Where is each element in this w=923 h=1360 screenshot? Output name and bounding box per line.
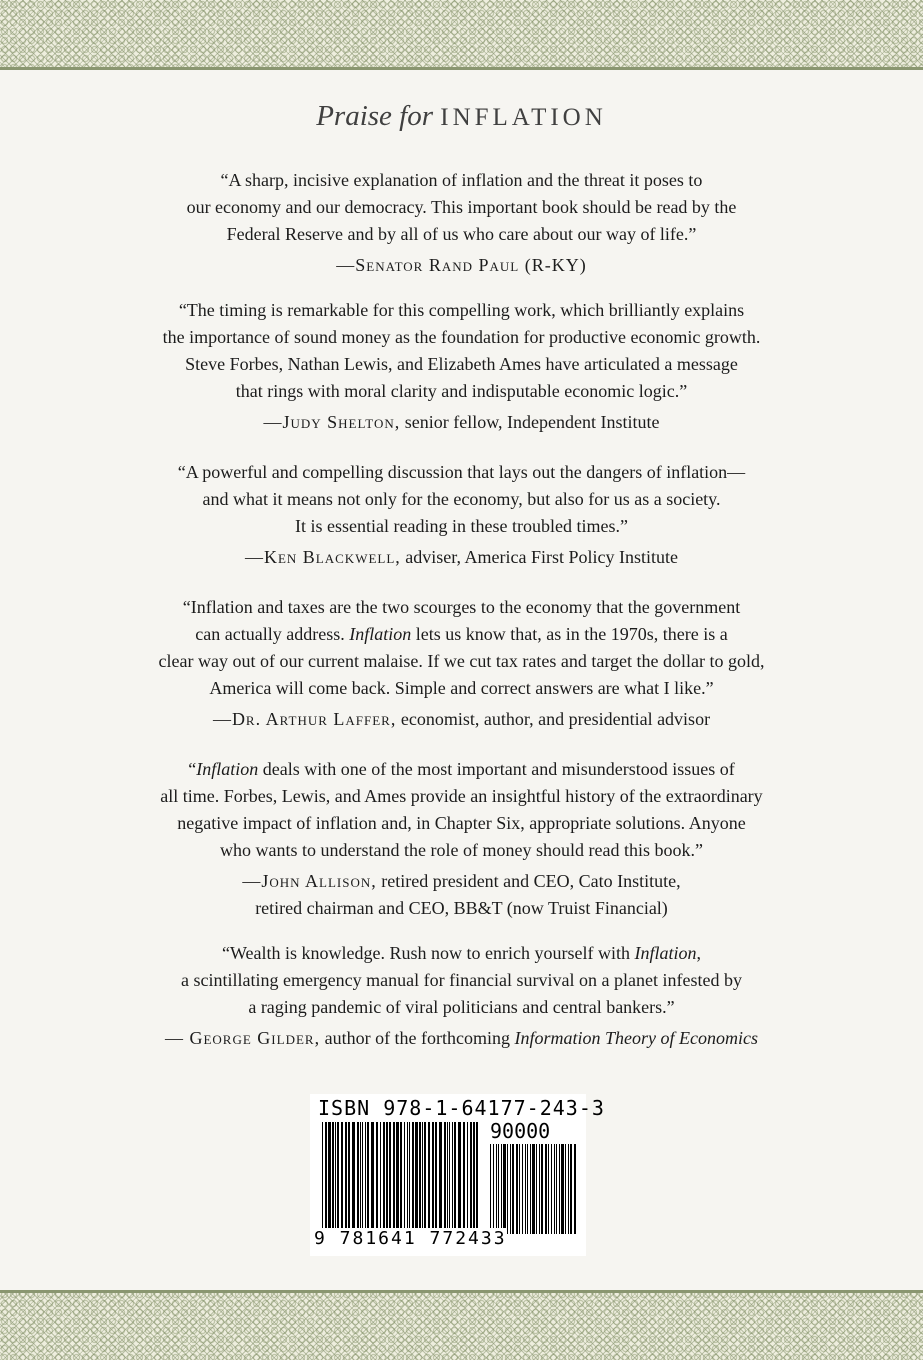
price-code: 90000: [490, 1119, 551, 1143]
quote-line: “A powerful and compelling discussion that lays out the dangers of inflation—: [177, 462, 746, 482]
quote-line: our economy and our democracy. This important book should be read by the: [186, 197, 737, 217]
barcode-bar: [371, 1122, 374, 1234]
barcode-bar: [510, 1144, 511, 1234]
quote-line: can actually address. Inflation lets us know that, as in the 1970s, there is a: [195, 624, 728, 644]
quote-line: a raging pandemic of viral politicians and central bankers.”: [248, 997, 675, 1017]
barcode-bar: [409, 1122, 410, 1234]
quote-line: “Inflation deals with one of the most important and misunderstood issues of: [188, 759, 735, 779]
quote-line: It is essential reading in these troubled times.”: [295, 516, 628, 536]
barcode-bar: [424, 1122, 426, 1234]
barcode-bar: [328, 1122, 331, 1234]
barcode-bar: [365, 1122, 366, 1234]
barcode-bar: [432, 1122, 434, 1234]
quote-john-allison: [0, 756, 923, 922]
quote-line: a scintillating emergency manual for financial survival on a planet infested by: [181, 970, 742, 990]
quote-george-gilder: [0, 940, 923, 1052]
barcode-bar: [545, 1144, 547, 1234]
barcode-bar: [507, 1144, 508, 1234]
barcode-main-bars: [322, 1122, 482, 1234]
barcode-bar: [407, 1122, 408, 1234]
barcode-bar: [548, 1144, 549, 1234]
barcode-bar: [519, 1144, 520, 1234]
barcode-bar: [348, 1122, 350, 1234]
barcode-bar: [556, 1144, 557, 1234]
barcode-bar: [435, 1122, 437, 1234]
barcode-bar: [512, 1144, 514, 1234]
quote-attribution: —Dr. Arthur Laffer, economist, author, and presidential advisor: [212, 709, 711, 729]
quote-attribution: —Judy Shelton, senior fellow, Independent Institute: [263, 412, 660, 432]
quote-line: “A sharp, incisive explanation of inflation and the threat it poses to: [220, 170, 703, 190]
barcode-bar: [376, 1122, 378, 1234]
barcode-bar: [525, 1144, 526, 1234]
barcode-bar: [452, 1122, 453, 1234]
quote-line: who wants to understand the role of money should read this book.”: [220, 840, 703, 860]
quote-line: and what it means not only for the economy, but also for us as a society.: [202, 489, 721, 509]
barcode-bar: [458, 1122, 461, 1234]
barcode-bar: [565, 1144, 566, 1234]
barcode-bar: [496, 1144, 497, 1234]
barcode-bar: [396, 1122, 399, 1234]
isbn-number: ISBN 978-1-64177-243-3: [318, 1096, 605, 1120]
barcode-bar: [419, 1122, 421, 1234]
barcode-bar: [536, 1144, 537, 1234]
quote-line: all time. Forbes, Lewis, and Ames provide an insightful history of the extraordinary: [160, 786, 763, 806]
quote-line: Federal Reserve and by all of us who care about our way of life.”: [226, 224, 697, 244]
quote-attribution: —Senator Rand Paul (R-KY): [336, 255, 587, 275]
barcode-bar: [386, 1122, 388, 1234]
quote-line: “Inflation and taxes are the two scourges to the economy that the government: [182, 597, 741, 617]
barcode-bar: [345, 1122, 347, 1234]
barcode-bar: [412, 1122, 414, 1234]
quote-line: the importance of sound money as the foundation for productive economic growth.: [162, 327, 761, 347]
barcode-addon-bars: [490, 1144, 578, 1234]
barcode-bar: [367, 1122, 369, 1234]
quote-line: Steve Forbes, Nathan Lewis, and Elizabeth Ames have articulated a message: [185, 354, 738, 374]
barcode-bar: [473, 1122, 475, 1234]
decorative-border-top: [0, 0, 923, 70]
barcode-bar: [439, 1122, 442, 1234]
barcode-bar: [389, 1122, 391, 1234]
quote-line: “The timing is remarkable for this compelling work, which brilliantly explains: [178, 300, 745, 320]
quote-attribution: —Ken Blackwell, adviser, America First Policy Institute: [244, 547, 679, 567]
barcode-bar: [498, 1144, 499, 1234]
barcode-bar: [551, 1144, 552, 1234]
quote-arthur-laffer: [0, 594, 923, 733]
barcode-bar: [527, 1144, 528, 1234]
barcode-bar: [447, 1122, 448, 1234]
book-title: INFLATION: [440, 104, 607, 131]
barcode-bar: [541, 1144, 543, 1234]
barcode-bar: [325, 1122, 327, 1234]
quote-line: negative impact of inflation and, in Chapter Six, appropriate solutions. Anyone: [177, 813, 746, 833]
barcode-bar: [530, 1144, 531, 1234]
barcode-bar: [467, 1122, 468, 1234]
barcode-bar: [380, 1122, 381, 1234]
barcode-bar: [522, 1144, 523, 1234]
barcode-bar: [383, 1122, 385, 1234]
barcode-bar: [362, 1122, 363, 1234]
barcode-bar: [503, 1144, 506, 1234]
quote-line: that rings with moral clarity and indisputable economic logic.”: [235, 381, 688, 401]
barcode-bar: [322, 1122, 323, 1234]
barcode-bar: [415, 1122, 418, 1234]
barcode-bar: [539, 1144, 540, 1234]
barcode-bar: [532, 1144, 535, 1234]
barcode-bar: [570, 1144, 572, 1234]
barcode-bar: [554, 1144, 555, 1234]
barcode-bar: [335, 1122, 336, 1234]
barcode-bar: [393, 1122, 395, 1234]
barcode-bar: [516, 1144, 518, 1234]
quote-attribution-line2: retired chairman and CEO, BB&T (now Truist Financial): [255, 898, 668, 918]
barcode-bar: [360, 1122, 361, 1234]
quote-judy-shelton: [0, 297, 923, 436]
barcode-bar: [337, 1122, 339, 1234]
quote-ken-blackwell: [0, 459, 923, 571]
quote-attribution: —John Allison, retired president and CEO, Cato Institute,: [242, 871, 681, 891]
barcode-bar: [404, 1122, 405, 1234]
barcode-bar: [454, 1122, 456, 1234]
quote-line: “Wealth is knowledge. Rush now to enrich yourself with Inflation,: [222, 943, 701, 963]
quote-rand-paul: [0, 167, 923, 279]
barcode-bar: [568, 1144, 569, 1234]
barcode-bar: [561, 1144, 564, 1234]
quote-line: America will come back. Simple and correct answers are what I like.”: [209, 678, 714, 698]
barcode-bar: [490, 1144, 491, 1234]
barcode-bar: [463, 1122, 465, 1234]
page-title: [0, 100, 923, 133]
barcode-bar: [428, 1122, 430, 1234]
barcode-bar: [493, 1144, 494, 1234]
barcode-bar: [470, 1122, 472, 1234]
barcode-bar: [422, 1122, 423, 1234]
barcode-bar: [332, 1122, 334, 1234]
barcode-bar: [559, 1144, 560, 1234]
barcode-bar: [352, 1122, 355, 1234]
praise-label: Praise for: [316, 100, 433, 132]
barcode-bar: [341, 1122, 343, 1234]
barcode-bar: [444, 1122, 446, 1234]
barcode-bar: [574, 1144, 576, 1234]
quote-attribution: — George Gilder, author of the forthcoming Information Theory of Economics: [164, 1028, 759, 1048]
isbn-barcode: [310, 1094, 605, 1256]
decorative-border-bottom: [0, 1290, 923, 1360]
barcode-digits: 9 781641 772433: [314, 1228, 507, 1249]
barcode-bar: [357, 1122, 359, 1234]
barcode-bar: [476, 1122, 478, 1234]
barcode-bar: [449, 1122, 450, 1234]
barcode-bar: [501, 1144, 502, 1234]
quote-line: clear way out of our current malaise. If we cut tax rates and target the dollar to gold,: [158, 651, 765, 671]
barcode-bar: [400, 1122, 402, 1234]
